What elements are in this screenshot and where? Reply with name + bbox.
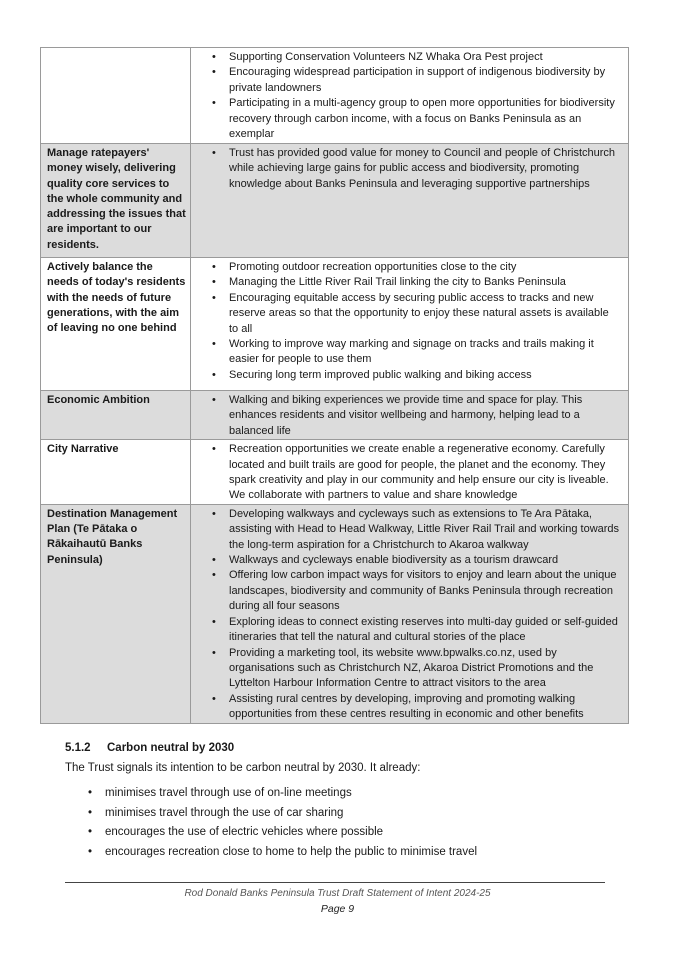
section-title: Carbon neutral by 2030	[107, 742, 235, 754]
list-item: • Offering low carbon impact ways for visitors to enjoy and learn about the unique landscapes, biodiversity and community of Banks Peninsula through recreation during all four seasons	[212, 568, 620, 614]
table-row	[41, 258, 629, 391]
bullet-list	[212, 393, 620, 439]
list-item: • minimises travel through use of on-line meetings	[88, 784, 608, 804]
list-item: • Recreation opportunities we create enable a regenerative economy. Carefully located and built trails are good for people, the planet and the economy. They spark creativity and play in our community and help ensure our city is liveable. We collaborate with partners to value and share knowledge	[212, 442, 620, 504]
footer-title: Rod Donald Banks Peninsula Trust Draft Statement of Intent 2024-25	[184, 888, 491, 899]
row-label: City Narrative	[41, 440, 191, 505]
table-row	[41, 391, 629, 440]
list-item: • Participating in a multi-agency group to open more opportunities for biodiversity recovery through carbon income, with a focus on Banks Peninsula as an exemplar	[212, 96, 620, 142]
list-item: • Managing the Little River Rail Trail linking the city to Banks Peninsula	[212, 275, 620, 290]
row-label: Economic Ambition	[41, 391, 191, 440]
section-intro: The Trust signals its intention to be carbon neutral by 2030. It already:	[65, 762, 421, 774]
list-item: • encourages the use of electric vehicles where possible	[88, 823, 608, 843]
row-label: Destination Management Plan (Te Pātaka o Rākaihautū Banks Peninsula)	[41, 504, 191, 723]
list-item: • Securing long term improved public walking and biking access	[212, 368, 620, 383]
list-item: • Walkways and cycleways enable biodiversity as a tourism drawcard	[212, 553, 620, 568]
row-content	[191, 504, 629, 723]
row-content	[191, 258, 629, 391]
table-row	[41, 504, 629, 723]
row-content	[191, 440, 629, 505]
row-label: Manage ratepayers' money wisely, delivering quality core services to the whole community and addressing the issues that are important to our residents.	[41, 144, 191, 258]
bullet-list	[212, 507, 620, 723]
bullet-list	[212, 50, 620, 142]
table-row	[41, 48, 629, 144]
list-item: • Trust has provided good value for money to Council and people of Christchurch while achieving large gains for public access and biodiversity, promoting knowledge about Banks Peninsula and leveraging supportive partnerships	[212, 146, 620, 192]
bullet-list	[212, 146, 620, 192]
footer-divider	[65, 882, 605, 883]
list-item: • Encouraging equitable access by securing public access to tracks and new reserve areas so that the opportunity to enjoy these natural assets is available to all	[212, 291, 620, 337]
section-number: 5.1.2	[65, 742, 91, 754]
table-row	[41, 144, 629, 258]
row-label: Actively balance the needs of today's residents with the needs of future generations, with the aim of leaving no one behind	[41, 258, 191, 391]
bullet-list	[212, 442, 620, 504]
list-item: • Providing a marketing tool, its website www.bpwalks.co.nz, used by organisations such as Christchurch NZ, Akaroa District Promotions and the Lyttelton Harbour Information Centre to attract visitors to the area	[212, 646, 620, 692]
row-label	[41, 48, 191, 144]
bullet-list	[212, 260, 620, 383]
list-item: • Developing walkways and cycleways such as extensions to Te Ara Pātaka, assisting with Head to Head Walkway, Little River Rail Trail and working towards the long-term aspiration for a Christchurch to Akaroa walkway	[212, 507, 620, 553]
list-item: • encourages recreation close to home to help the public to minimise travel	[88, 843, 608, 863]
list-item: • Promoting outdoor recreation opportunities close to the city	[212, 260, 620, 275]
row-content	[191, 391, 629, 440]
table-row	[41, 440, 629, 505]
list-item: • Exploring ideas to connect existing reserves into multi-day guided or self-guided itineraries that tell the natural and cultural stories of the place	[212, 615, 620, 646]
list-item: • Encouraging widespread participation in support of indigenous biodiversity by private landowners	[212, 65, 620, 96]
row-content	[191, 48, 629, 144]
list-item: • Supporting Conservation Volunteers NZ Whaka Ora Pest project	[212, 50, 620, 65]
list-item: • Walking and biking experiences we provide time and space for play. This enhances residents and visitor wellbeing and harmony, helping lead to a balanced life	[212, 393, 620, 439]
list-item: • Assisting rural centres by developing, improving and promoting walking opportunities from these centres resulting in economic and other benefits	[212, 692, 620, 723]
list-item: • Working to improve way marking and signage on tracks and trails making it easier for people to use them	[212, 337, 620, 368]
section-heading	[65, 742, 234, 754]
row-content	[191, 144, 629, 258]
page-number: Page 9	[320, 903, 355, 915]
list-item: • minimises travel through the use of car sharing	[88, 804, 608, 824]
carbon-actions-list	[88, 784, 608, 863]
strategy-alignment-table	[40, 47, 629, 724]
